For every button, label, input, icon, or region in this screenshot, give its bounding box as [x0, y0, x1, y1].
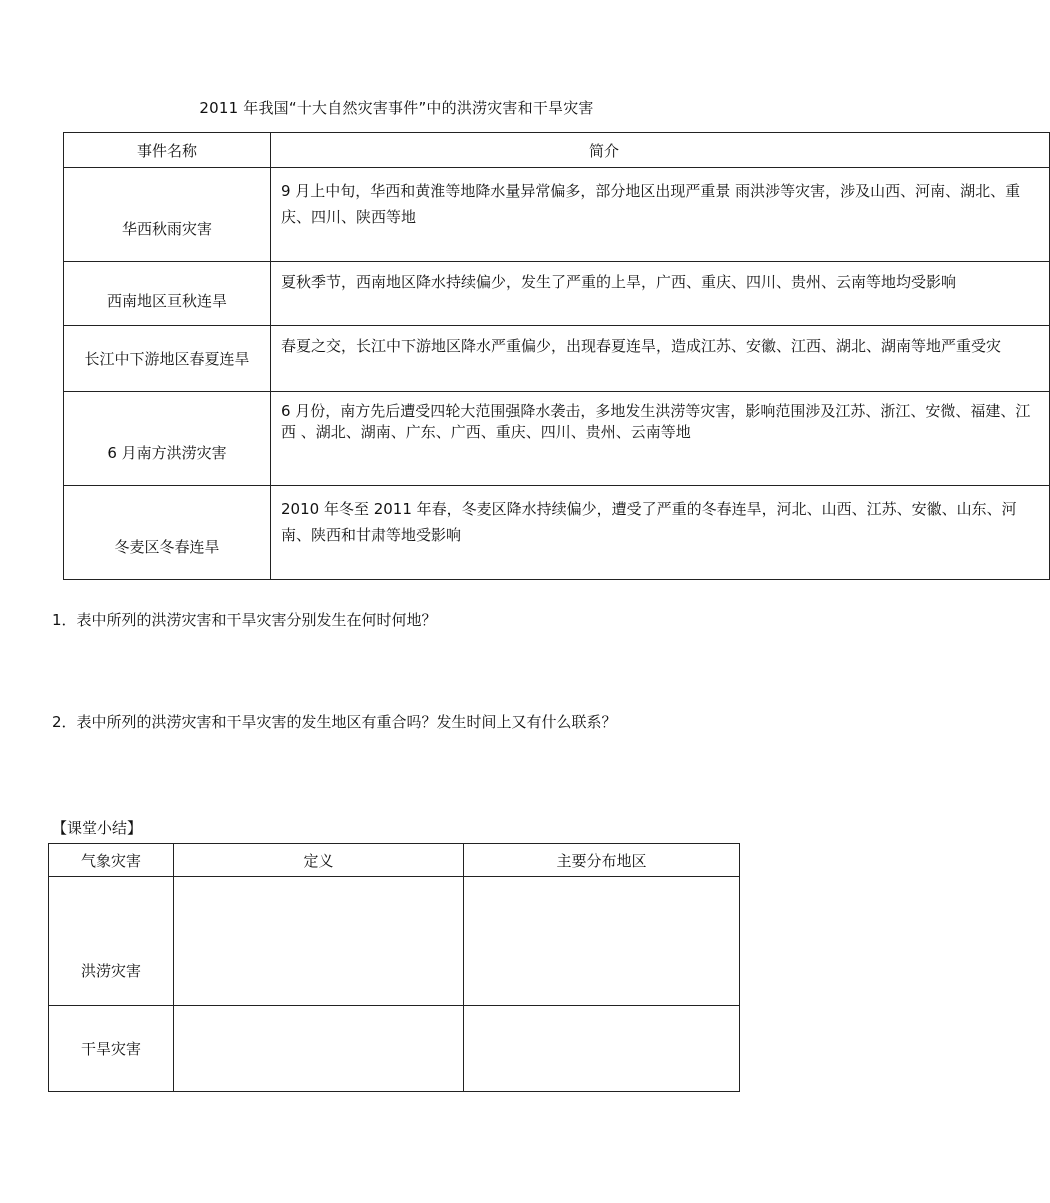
flood-distribution-cell[interactable] [464, 877, 740, 1006]
summary-table [48, 843, 740, 1092]
event-name-cell: 西南地区亘秋连旱 [64, 262, 271, 326]
header-disaster-type: 气象灾害 [49, 844, 174, 877]
table-row [64, 392, 1050, 486]
drought-label: 干旱灾害 [49, 1006, 174, 1092]
summary-row-flood [49, 877, 740, 1006]
flood-definition-cell[interactable] [174, 877, 464, 1006]
document-title: 2011 年我国“十大自然灾害事件”中的洪涝灾害和干旱灾害 [199, 99, 594, 117]
table-row [64, 168, 1050, 262]
event-name-cell: 6 月南方洪涝灾害 [64, 392, 271, 486]
question-2: 2．表中所列的洪涝灾害和干旱灾害的发生地区有重合吗？发生时间上又有什么联系？ [52, 713, 617, 731]
disaster-events-table [63, 132, 1050, 580]
event-name-cell: 冬麦区冬春连旱 [64, 486, 271, 580]
event-description-cell: 夏秋季节，西南地区降水持续偏少，发生了严重的上旱，广西、重庆、四川、贵州、云南等地均受影响 [271, 262, 1050, 326]
question-1: 1．表中所列的洪涝灾害和干旱灾害分别发生在何时何地？ [52, 611, 437, 629]
drought-definition-cell[interactable] [174, 1006, 464, 1092]
event-description-cell: 9 月上中旬，华西和黄淮等地降水量异常偏多，部分地区出现严重景 雨洪涉等灾害，涉及山西、河南、湖北、重庆、四川、陕西等地 [271, 168, 1050, 262]
table-row [64, 262, 1050, 326]
event-name-cell: 华西秋雨灾害 [64, 168, 271, 262]
event-description-cell: 春夏之交，长江中下游地区降水严重偏少，出现春夏连旱，造成江苏、安徽、江西、湖北、湖南等地严重受灾 [271, 326, 1050, 392]
table-header-row [64, 133, 1050, 168]
summary-row-drought [49, 1006, 740, 1092]
header-description: 简介 [271, 133, 1050, 168]
summary-header-row [49, 844, 740, 877]
header-definition: 定义 [174, 844, 464, 877]
drought-distribution-cell[interactable] [464, 1006, 740, 1092]
flood-label: 洪涝灾害 [49, 877, 174, 1006]
header-distribution: 主要分布地区 [464, 844, 740, 877]
table-row [64, 486, 1050, 580]
header-event-name: 事件名称 [64, 133, 271, 168]
event-description-cell: 6 月份，南方先后遭受四轮大范围强降水袭击，多地发生洪涝等灾害，影响范围涉及江苏、浙江、安微、福建、江西 、湖北、湖南、广东、广西、重庆、四川、贵州、云南等地 [271, 392, 1050, 486]
table-row [64, 326, 1050, 392]
event-name-cell: 长江中下游地区春夏连旱 [64, 326, 271, 392]
event-description-cell: 2010 年冬至 2011 年春，冬麦区降水持续偏少，遭受了严重的冬春连旱，河北、山西、江苏、安徽、山东、河南、陕西和甘肃等地受影响 [271, 486, 1050, 580]
summary-heading: 【课堂小结】 [52, 819, 143, 837]
